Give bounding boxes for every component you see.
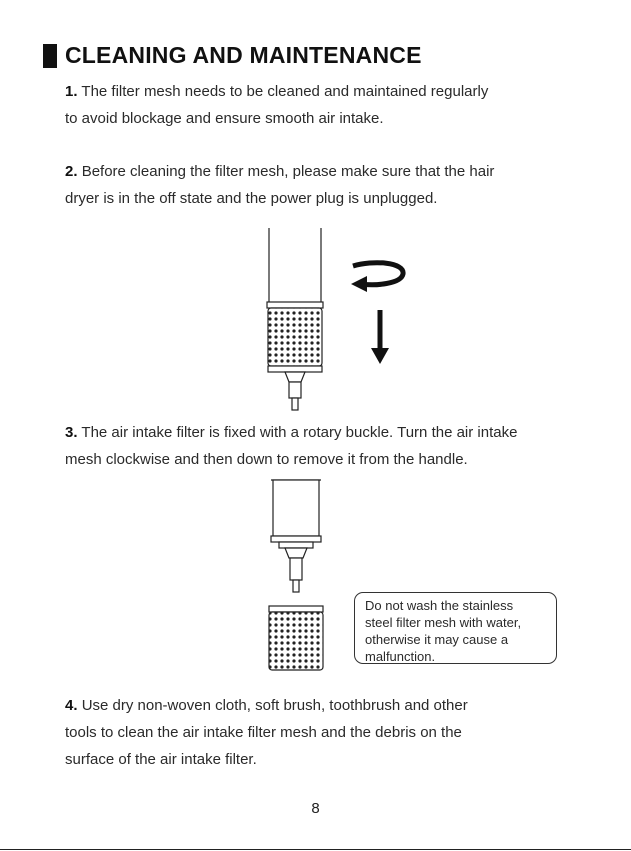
note-line: otherwise it may cause a [365,632,509,647]
dryer-handle [267,228,323,410]
note-line: steel filter mesh with water, [365,615,522,630]
step-text-line: The filter mesh needs to be cleaned and maintained regularly [81,83,489,100]
step-number: 4. [65,697,78,714]
step-text-line: to avoid blockage and ensure smooth air intake. [65,110,384,127]
heading-marker [43,44,57,68]
step-number: 1. [65,83,78,100]
dryer-handle [271,480,321,592]
filter-detached-illustration [255,478,345,678]
down-arrow-icon [371,310,389,364]
filter-mesh [269,606,323,670]
warning-note [354,592,557,664]
step-text-line: Before cleaning the filter mesh, please make sure that the hair [81,163,495,180]
footer-rule [0,849,631,850]
step-number: 2. [65,163,78,180]
step-3 [65,419,610,473]
step-2 [65,158,605,212]
note-line: malfunction. [365,649,436,664]
step-text-line: Use dry non-woven cloth, soft brush, toothbrush and other [81,697,468,714]
note-line: Do not wash the stainless [365,598,514,613]
step-1 [65,78,605,132]
step-text-line: dryer is in the off state and the power plug is unplugged. [65,190,438,207]
step-number: 3. [65,424,78,441]
step-text-line: mesh clockwise and then down to remove it from the handle. [65,451,468,468]
step-4 [65,692,605,773]
step-text-line: The air intake filter is fixed with a rotary buckle. Turn the air intake [81,424,518,441]
step-text-line: tools to clean the air intake filter mesh and the debris on the [65,724,462,741]
page-title: CLEANING AND MAINTENANCE [65,42,422,68]
section-heading [43,42,422,69]
page-number: 8 [311,800,320,817]
rotate-clockwise-arrow-icon [351,263,403,292]
step-text-line: surface of the air intake filter. [65,751,257,768]
filter-removal-illustration [255,226,425,416]
